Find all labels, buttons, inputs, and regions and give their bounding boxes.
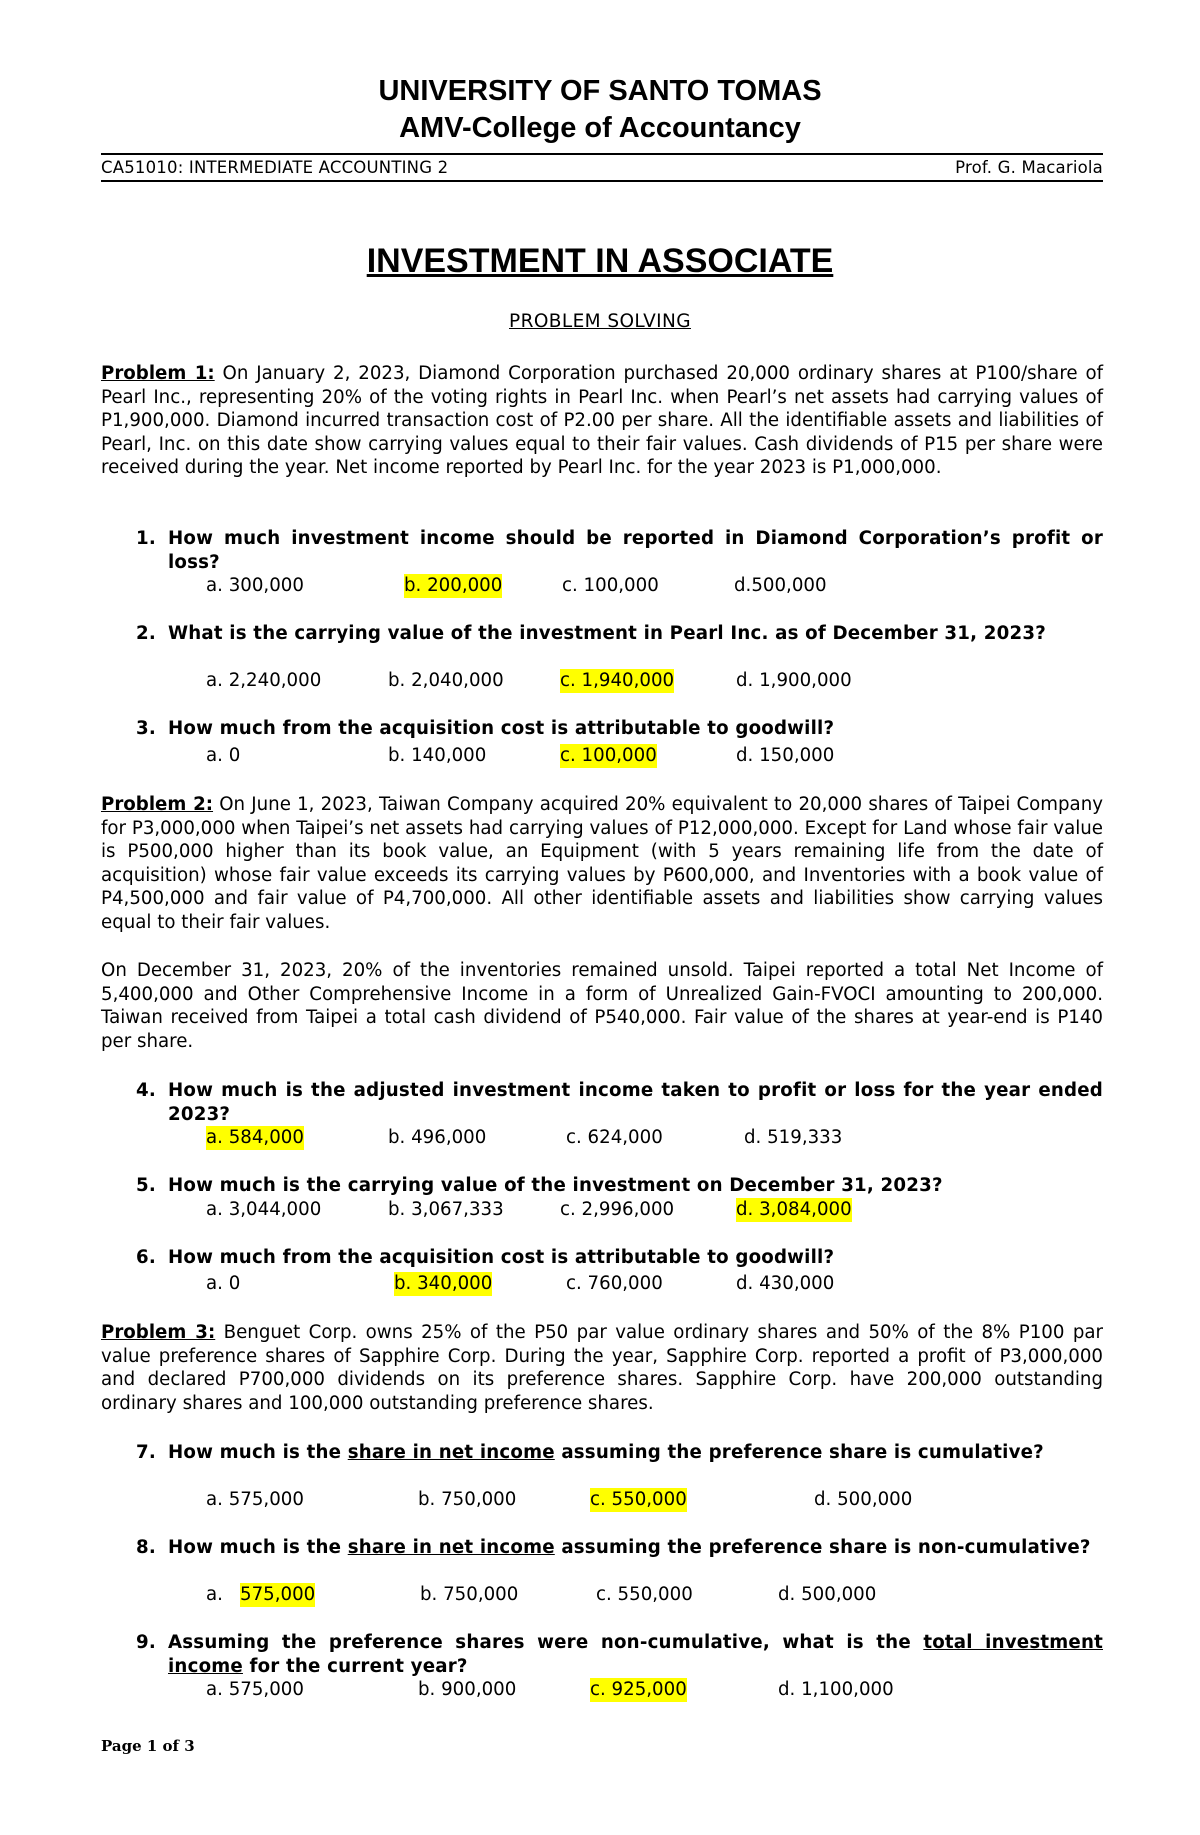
choice-d: d. 150,000 — [736, 745, 835, 766]
question-number: 7. — [136, 1442, 156, 1463]
problem-text: On June 1, 2023, Taiwan Company acquired 20% equivalent to 20,000 shares of Taipei Company for P3,000,000 when Taipei’s net assets had carrying values of P12,000,000. Except for Land whose fair value is P500,000 higher than its book value, an Equipment (with 5 years remaining life from the date of acquisition) whose fair value exceeds its carrying values by P600,000, and Inventories with a book value of P4,500,000 and fair value of P4,700,000. All other identifiable assets and liabilities show carrying values equal to their fair values. — [101, 794, 1103, 933]
choice-a-answer: a. 584,000 — [206, 1127, 304, 1148]
problem-text: Benguet Corp. owns 25% of the P50 par value ordinary shares and 50% of the 8% P100 par value preference shares of Sapphire Corp. During the year, Sapphire Corp. reported a profit of P3,000,000 and declared P700,000 dividends on its preference shares. Sapphire Corp. have 200,000 outstanding ordinary shares and 100,000 outstanding preference shares. — [101, 1322, 1103, 1414]
choice-b: b. 2,040,000 — [388, 670, 504, 691]
choice-b: b. 900,000 — [418, 1679, 517, 1700]
question-number: 8. — [136, 1537, 156, 1558]
choice-b: b. 140,000 — [388, 745, 487, 766]
question-text: assuming the preference share is cumulative? — [554, 1442, 1044, 1463]
question-number: 4. — [136, 1080, 156, 1101]
problem-1 — [101, 362, 1103, 480]
choice-a: a. 2,240,000 — [206, 670, 322, 691]
choice-d: d. 1,100,000 — [778, 1679, 894, 1700]
choice-c-answer: c. 550,000 — [590, 1489, 687, 1510]
question-text: Assuming the preference shares were non-cumulative, what is the — [168, 1632, 924, 1653]
choice-b: b. 496,000 — [388, 1127, 487, 1148]
question-number: 3. — [136, 718, 156, 739]
question-emphasis: share in net income — [347, 1537, 555, 1558]
question-text: assuming the preference share is non-cumulative? — [554, 1537, 1091, 1558]
question-4 — [136, 1079, 1103, 1126]
choice-a-letter: a. — [206, 1584, 223, 1605]
question-text: How much is the adjusted investment income taken to profit or loss for the year ended 2023? — [168, 1080, 1103, 1125]
question-2 — [136, 622, 1103, 646]
choice-a: a. 0 — [206, 745, 241, 766]
choice-a: a. 575,000 — [206, 1679, 304, 1700]
problem-text: On January 2, 2023, Diamond Corporation purchased 20,000 ordinary shares at P100/share of Pearl Inc., representing 20% of the voting rights in Pearl Inc. when Pearl’s net assets had carrying values of P1,900,000. Diamond incurred transaction cost of P2.00 per share. All the identifiable assets and liabilities of Pearl, Inc. on this date show carrying values equal to their fair values. Cash dividends of P15 per share were received during the year. Net income reported by Pearl Inc. for the year 2023 is P1,000,000. — [101, 363, 1103, 479]
problem-label: Problem 1: — [101, 363, 215, 384]
question-5 — [136, 1174, 1103, 1198]
page-number: Page 1 of 3 — [101, 1737, 195, 1755]
question-8 — [136, 1536, 1103, 1560]
question-6 — [136, 1246, 1103, 1270]
page-title: INVESTMENT IN ASSOCIATE — [366, 242, 834, 280]
question-text: for the current year? — [242, 1655, 468, 1677]
choice-a-answer: 575,000 — [240, 1584, 316, 1605]
university-name: UNIVERSITY OF SANTO TOMAS — [378, 75, 822, 107]
section-title: PROBLEM SOLVING — [509, 311, 691, 332]
choice-d-answer: d. 3,084,000 — [736, 1199, 852, 1220]
choice-c-answer: c. 1,940,000 — [560, 670, 675, 691]
question-1 — [136, 527, 1103, 574]
choice-c: c. 760,000 — [566, 1273, 663, 1294]
question-text: How much from the acquisition cost is attributable to goodwill? — [168, 718, 835, 739]
choice-c: c. 100,000 — [562, 575, 659, 596]
choice-a: a. 575,000 — [206, 1489, 304, 1510]
question-number: 2. — [136, 623, 156, 644]
problem-2-continued: On December 31, 2023, 20% of the inventories remained unsold. Taipei reported a total Net Income of 5,400,000 and Other Comprehensive Income in a form of Unrealized Gain-FVOCI amounting to 200,000. Taiwan received from Taipei a total cash dividend of P540,000. Fair value of the shares at year-end is P140 per share. — [101, 960, 1103, 1052]
question-text: How much is the carrying value of the investment on December 31, 2023? — [168, 1175, 943, 1196]
question-number: 5. — [136, 1175, 156, 1196]
question-number: 1. — [136, 528, 156, 549]
choice-a: a. 0 — [206, 1273, 241, 1294]
choice-d: d. 500,000 — [778, 1584, 877, 1605]
question-text: How much is the — [168, 1442, 348, 1463]
question-7 — [136, 1441, 1103, 1465]
choice-d: d. 519,333 — [744, 1127, 843, 1148]
question-number: 6. — [136, 1247, 156, 1268]
problem-label: Problem 2: — [101, 794, 214, 815]
header-rule-bottom — [101, 180, 1103, 182]
college-name: AMV-College of Accountancy — [399, 112, 801, 144]
choice-c-answer: c. 100,000 — [560, 745, 657, 766]
question-text: What is the carrying value of the investment in Pearl Inc. as of December 31, 2023? — [168, 623, 1046, 644]
choice-d: d. 430,000 — [736, 1273, 835, 1294]
choice-b: b. 3,067,333 — [388, 1199, 504, 1220]
choice-d: d. 1,900,000 — [736, 670, 852, 691]
course-code: CA51010: INTERMEDIATE ACCOUNTING 2 — [101, 158, 449, 177]
problem-3 — [101, 1321, 1103, 1415]
choice-c: c. 624,000 — [566, 1127, 663, 1148]
choice-c-answer: c. 925,000 — [590, 1679, 687, 1700]
question-text: How much investment income should be reported in Diamond Corporation’s profit or loss? — [168, 528, 1103, 573]
question-3 — [136, 717, 1103, 741]
choice-b: b. 750,000 — [418, 1489, 517, 1510]
choice-d: d.500,000 — [734, 575, 827, 596]
choice-a: a. 300,000 — [206, 575, 304, 596]
question-emphasis: share in net income — [347, 1442, 555, 1463]
question-text: How much from the acquisition cost is attributable to goodwill? — [168, 1247, 835, 1268]
choice-b-answer: b. 200,000 — [404, 575, 503, 596]
choice-a: a. 3,044,000 — [206, 1199, 322, 1220]
problem-label: Problem 3: — [101, 1322, 216, 1343]
question-text: How much is the — [168, 1537, 348, 1558]
question-number: 9. — [136, 1632, 156, 1653]
choice-b-answer: b. 340,000 — [394, 1273, 493, 1294]
question-emphasis: total investment income — [168, 1632, 1103, 1677]
header-rule-top — [101, 153, 1103, 155]
choice-c: c. 2,996,000 — [560, 1199, 675, 1220]
choice-b: b. 750,000 — [420, 1584, 519, 1605]
choice-c: c. 550,000 — [596, 1584, 693, 1605]
choice-d: d. 500,000 — [814, 1489, 913, 1510]
question-9 — [136, 1631, 1103, 1678]
professor-name: Prof. G. Macariola — [955, 158, 1103, 177]
problem-2 — [101, 793, 1103, 935]
